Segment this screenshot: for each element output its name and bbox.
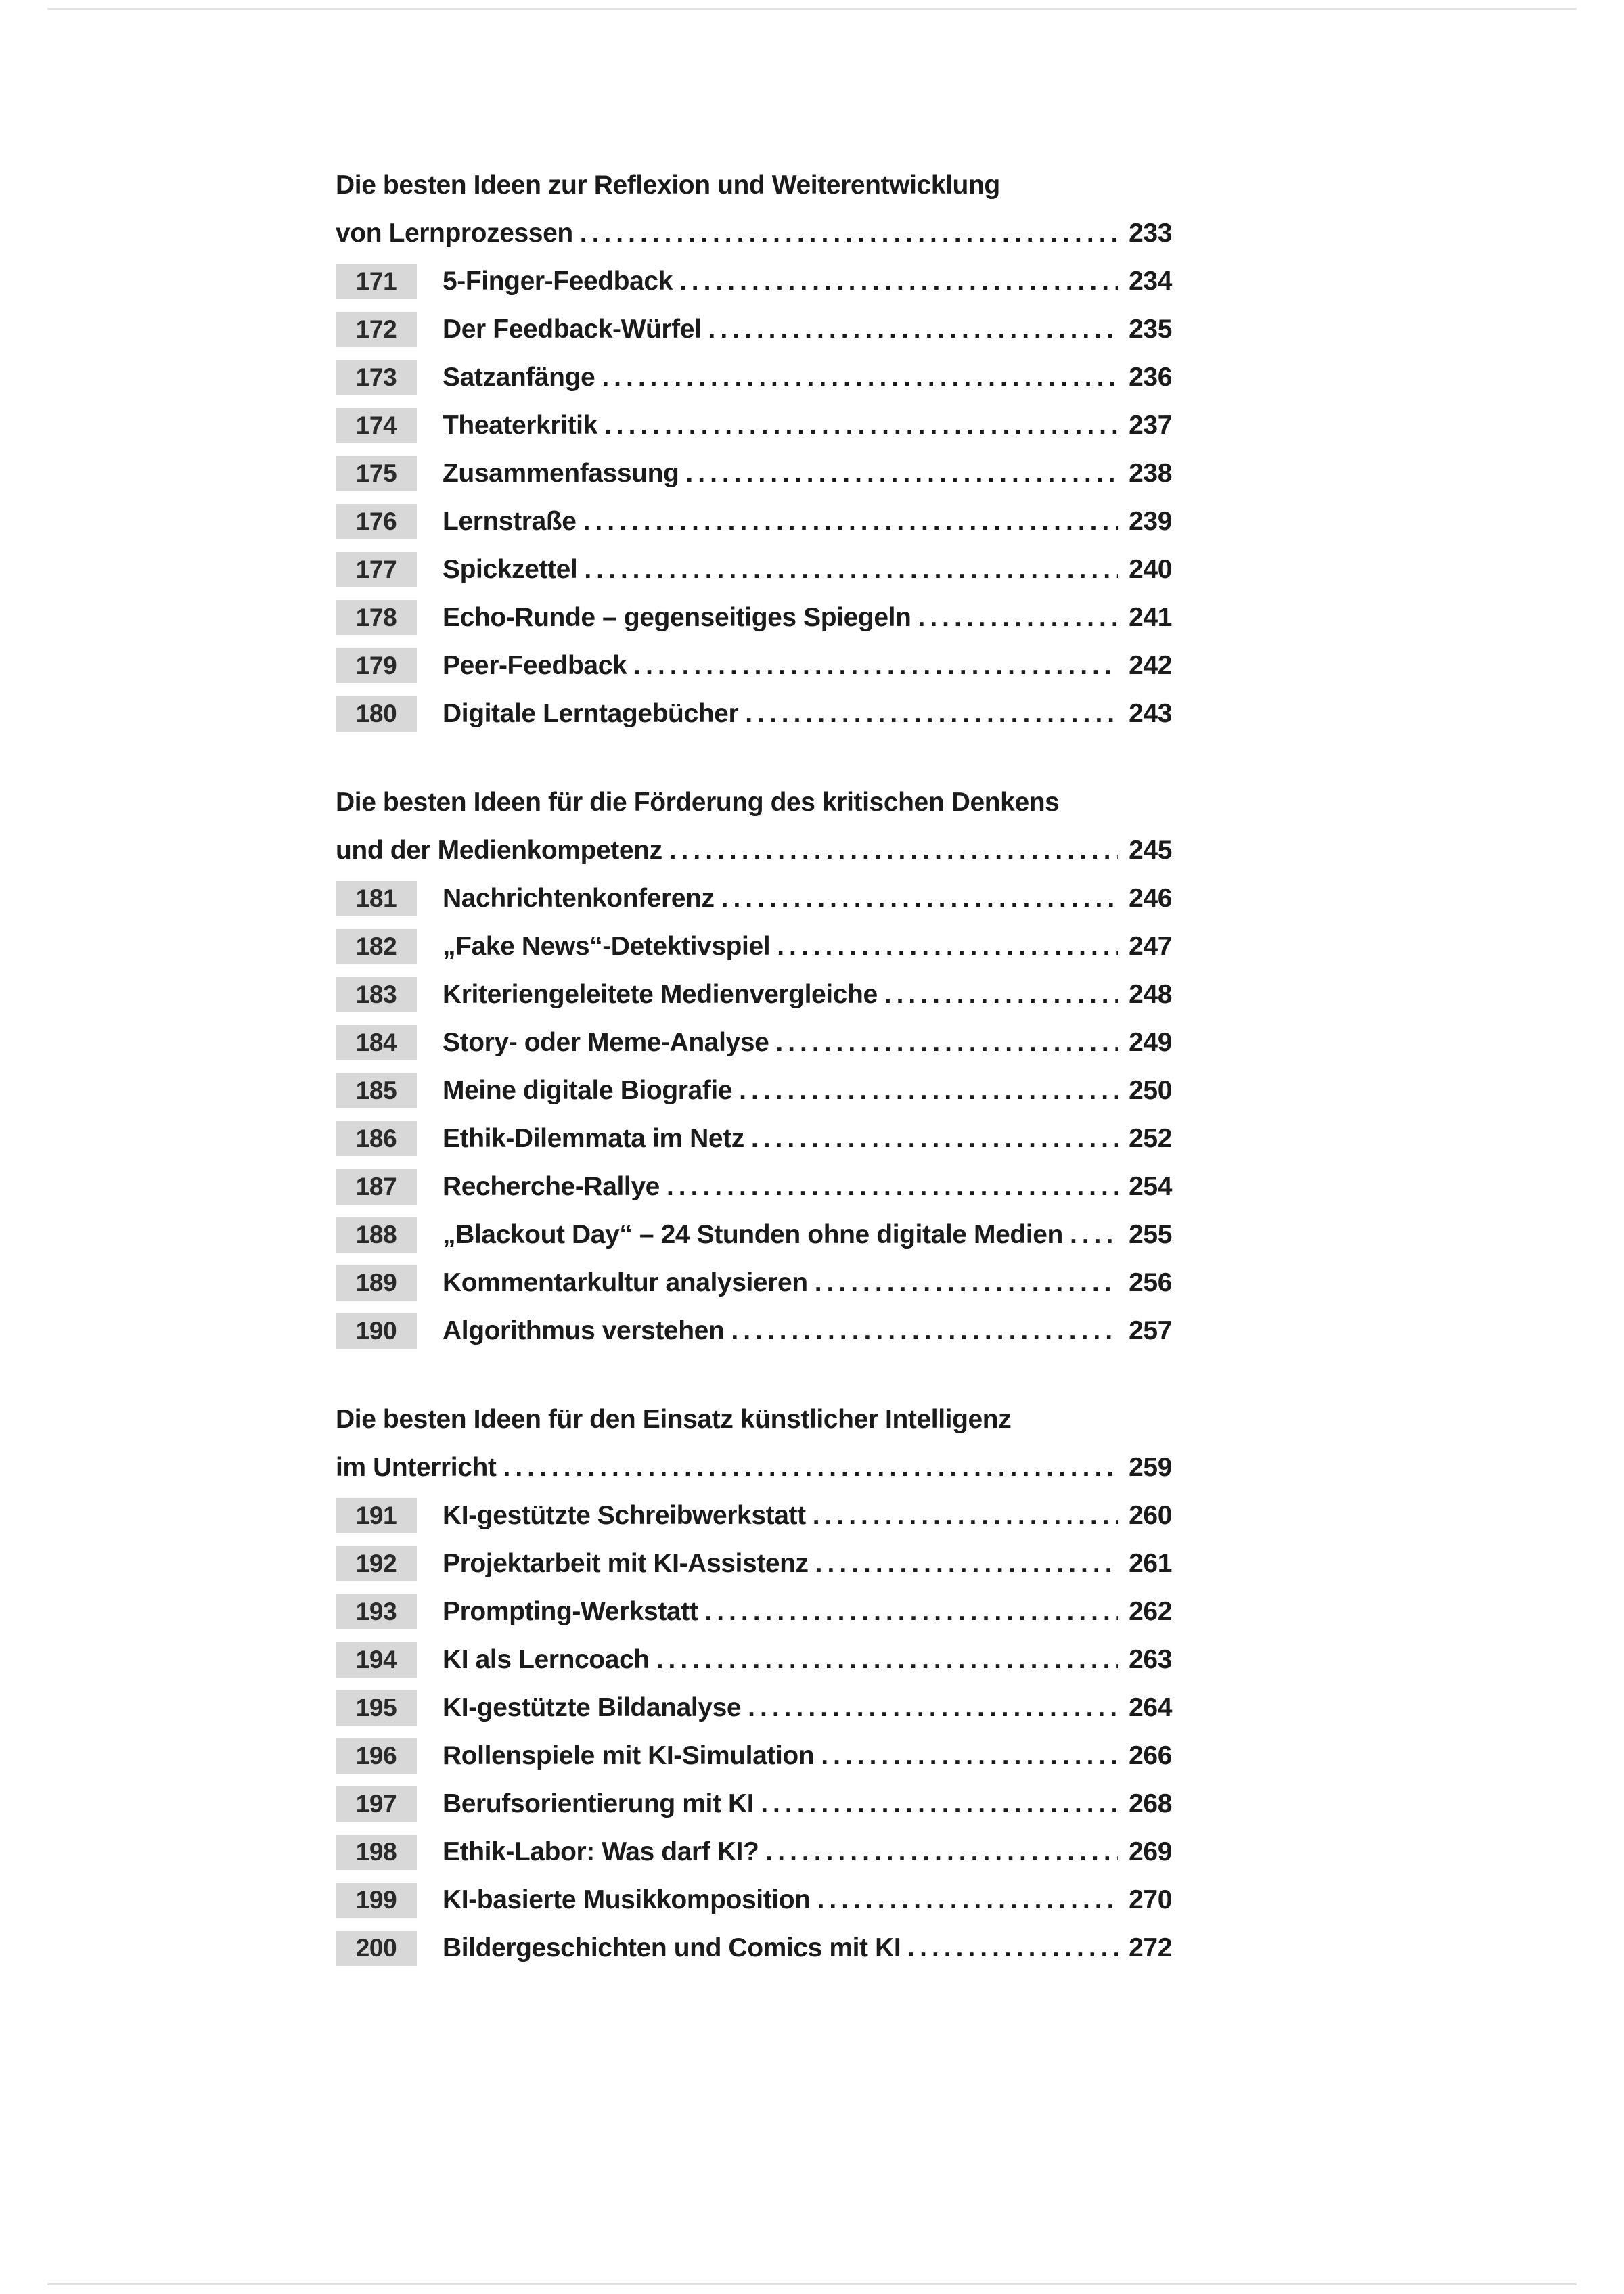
entry-title: Rollenspiele mit KI-Simulation [443,1741,815,1770]
entry-number: 197 [336,1786,417,1822]
entry-title: 5-Finger-Feedback [443,267,673,296]
entry-title: Bildergeschichten und Comics mit KI [443,1933,901,1962]
toc-entry [336,970,1172,1018]
entry-number: 192 [336,1546,417,1581]
entry-number: 183 [336,977,417,1012]
entry-title: Projektarbeit mit KI-Assistenz [443,1549,809,1578]
entry-title: Der Feedback-Würfel [443,315,702,344]
entry-page-number: 250 [1129,1076,1172,1105]
entry-page-number: 248 [1129,980,1172,1009]
dot-leader [708,305,1119,353]
section-heading-line1: Die besten Ideen für die Förderung des kritischen Denkens [336,788,1060,817]
section-heading-line1: Die besten Ideen zur Reflexion und Weiterentwicklung [336,171,1000,200]
toc-entry [336,257,1172,305]
toc-entry [336,1259,1172,1307]
toc-entry [336,1828,1172,1876]
entry-page-number: 254 [1129,1172,1172,1201]
entry-title: Nachrichtenkonferenz [443,884,715,913]
entry-title: Kriteriengeleitete Medienvergleiche [443,980,878,1009]
toc-entry [336,1684,1172,1732]
dot-leader [679,257,1118,305]
toc-entry [336,690,1172,738]
entry-title: Digitale Lerntagebücher [443,699,739,728]
entry-page-number: 235 [1129,315,1172,344]
dot-leader [748,1684,1118,1732]
dot-leader [580,209,1118,257]
entry-page-number: 240 [1129,555,1172,584]
toc-entry [336,1018,1172,1066]
section-page-number: 245 [1129,836,1172,865]
toc-entry [336,642,1172,690]
dot-leader [604,401,1118,449]
dot-leader [813,1491,1118,1539]
entry-title: Ethik-Labor: Was darf KI? [443,1837,759,1866]
entry-number: 190 [336,1313,417,1349]
toc-entry [336,401,1172,449]
toc-entry [336,1588,1172,1636]
entry-page-number: 262 [1129,1597,1172,1626]
entry-number: 176 [336,504,417,539]
scan-edge-top [47,8,1577,10]
entry-number: 193 [336,1594,417,1629]
dot-leader [704,1588,1118,1636]
toc-entry [336,922,1172,970]
entry-number: 189 [336,1265,417,1301]
entry-page-number: 239 [1129,507,1172,536]
entry-title: Theaterkritik [443,411,597,440]
toc-entry [336,1539,1172,1588]
entry-title: Prompting-Werkstatt [443,1597,698,1626]
entry-page-number: 272 [1129,1933,1172,1962]
toc-entry [336,1211,1172,1259]
entry-page-number: 270 [1129,1885,1172,1914]
entry-page-number: 269 [1129,1837,1172,1866]
toc-section [336,778,1172,1355]
entry-title: Recherche-Rallye [443,1172,660,1201]
scan-edge-bottom [47,2283,1577,2285]
entry-number: 186 [336,1121,417,1156]
dot-leader [669,826,1118,874]
entry-number: 178 [336,600,417,635]
entry-number: 199 [336,1883,417,1918]
section-page-number: 259 [1129,1453,1172,1482]
toc-entry [336,1780,1172,1828]
entry-number: 177 [336,552,417,587]
entry-page-number: 246 [1129,884,1172,913]
entry-page-number: 255 [1129,1220,1172,1249]
entry-page-number: 264 [1129,1693,1172,1722]
entry-page-number: 249 [1129,1028,1172,1057]
entry-page-number: 237 [1129,411,1172,440]
entry-number: 172 [336,312,417,347]
entry-title: Story- oder Meme-Analyse [443,1028,769,1057]
toc-entry [336,1163,1172,1211]
dot-leader [817,1876,1118,1924]
entry-title: Satzanfänge [443,363,595,392]
dot-leader [884,970,1118,1018]
toc-entry [336,305,1172,353]
entry-page-number: 234 [1129,267,1172,296]
entry-title: „Fake News“-Detektivspiel [443,932,771,961]
toc-section [336,1395,1172,1972]
toc-entry [336,1066,1172,1115]
entry-page-number: 256 [1129,1268,1172,1297]
entry-title: KI-basierte Musikkomposition [443,1885,811,1914]
dot-leader [918,593,1118,642]
toc-entry [336,874,1172,922]
toc-entry [336,1732,1172,1780]
entry-number: 180 [336,696,417,732]
entry-title: Echo-Runde – gegenseitiges Spiegeln [443,603,911,632]
entry-number: 187 [336,1169,417,1205]
entry-page-number: 252 [1129,1124,1172,1153]
entry-page-number: 236 [1129,363,1172,392]
entry-page-number: 243 [1129,699,1172,728]
entry-number: 175 [336,456,417,491]
dot-leader [745,690,1118,738]
entry-number: 182 [336,929,417,964]
section-heading-row [336,209,1172,257]
entry-number: 200 [336,1931,417,1966]
entry-number: 174 [336,408,417,443]
toc-entry [336,1636,1172,1684]
section-page-number: 233 [1129,219,1172,248]
entry-page-number: 241 [1129,603,1172,632]
entry-number: 198 [336,1835,417,1870]
dot-leader [602,353,1118,401]
entry-page-number: 238 [1129,459,1172,488]
dot-leader [821,1732,1118,1780]
entry-number: 194 [336,1642,417,1678]
entry-number: 181 [336,881,417,916]
entry-number: 173 [336,360,417,395]
entry-title: Algorithmus verstehen [443,1316,725,1345]
entry-title: Spickzettel [443,555,578,584]
entry-title: KI als Lerncoach [443,1645,650,1674]
entry-page-number: 263 [1129,1645,1172,1674]
toc-entry [336,1876,1172,1924]
entry-number: 171 [336,264,417,299]
dot-leader [751,1115,1118,1163]
toc-entry [336,449,1172,497]
dot-leader [685,449,1118,497]
dot-leader [1070,1211,1118,1259]
toc-entry [336,1115,1172,1163]
dot-leader [765,1828,1118,1876]
dot-leader [815,1259,1118,1307]
entry-number: 188 [336,1217,417,1253]
dot-leader [761,1780,1118,1828]
entry-title: Lernstraße [443,507,577,536]
section-heading-line2: von Lernprozessen [336,219,573,248]
section-heading-line2: und der Medienkompetenz [336,836,662,865]
dot-leader [907,1924,1118,1972]
entry-title: Peer-Feedback [443,651,627,680]
entry-title: „Blackout Day“ – 24 Stunden ohne digitale Medien [443,1220,1063,1249]
entry-title: Zusammenfassung [443,459,679,488]
dot-leader [721,874,1118,922]
entry-page-number: 261 [1129,1549,1172,1578]
toc-entry [336,593,1172,642]
entry-number: 195 [336,1690,417,1726]
entry-title: KI-gestützte Bildanalyse [443,1693,742,1722]
entry-number: 191 [336,1498,417,1533]
dot-leader [739,1066,1118,1115]
entry-page-number: 260 [1129,1501,1172,1530]
entry-title: Berufsorientierung mit KI [443,1789,754,1818]
dot-leader [633,642,1118,690]
section-heading-line2: im Unterricht [336,1453,497,1482]
dot-leader [731,1307,1118,1355]
toc-entry [336,1491,1172,1539]
dot-leader [583,497,1118,545]
entry-title: Ethik-Dilemmata im Netz [443,1124,744,1153]
entry-number: 196 [336,1738,417,1774]
toc-entry [336,1924,1172,1972]
dot-leader [656,1636,1118,1684]
entry-title: Kommentarkultur analysieren [443,1268,808,1297]
dot-leader [584,545,1118,593]
entry-page-number: 242 [1129,651,1172,680]
entry-number: 184 [336,1025,417,1060]
section-heading-line1: Die besten Ideen für den Einsatz künstlicher Intelligenz [336,1405,1012,1434]
toc-entry [336,353,1172,401]
toc-entry [336,545,1172,593]
toc-entry [336,497,1172,545]
dot-leader [815,1539,1118,1588]
section-heading-row [336,1443,1172,1491]
entry-page-number: 268 [1129,1789,1172,1818]
toc-entry [336,1307,1172,1355]
entry-title: Meine digitale Biografie [443,1076,733,1105]
entry-title: KI-gestützte Schreibwerkstatt [443,1501,806,1530]
entry-page-number: 266 [1129,1741,1172,1770]
section-heading-row [336,826,1172,874]
dot-leader [667,1163,1118,1211]
entry-number: 179 [336,648,417,683]
dot-leader [777,922,1118,970]
toc-content [336,161,1172,1972]
toc-section [336,161,1172,738]
entry-page-number: 247 [1129,932,1172,961]
entry-number: 185 [336,1073,417,1108]
dot-leader [775,1018,1118,1066]
dot-leader [503,1443,1118,1491]
entry-page-number: 257 [1129,1316,1172,1345]
